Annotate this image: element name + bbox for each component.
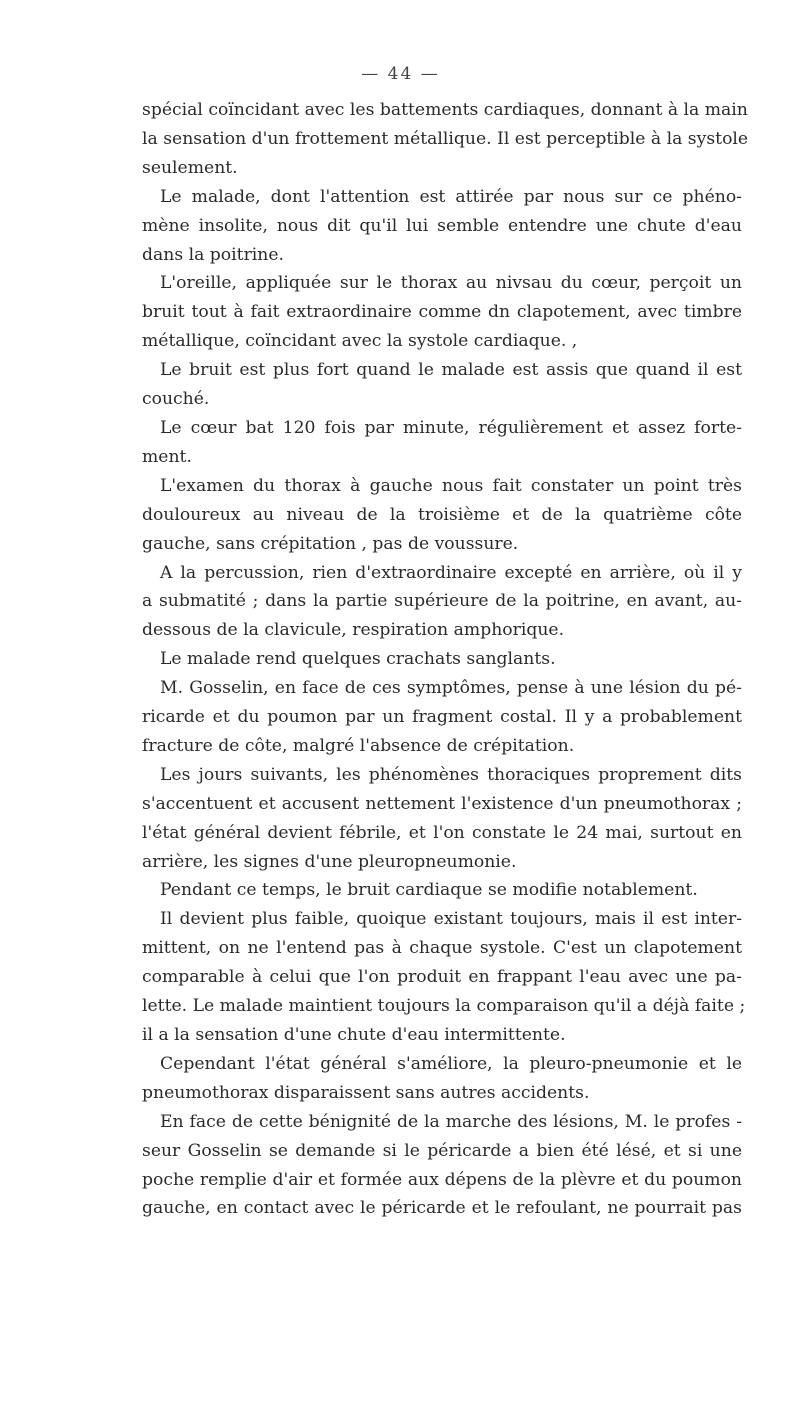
- page-number: — 44 —: [361, 64, 440, 84]
- text-line: seulement.: [142, 157, 238, 178]
- text-line: couché.: [142, 389, 210, 410]
- text-line: mittent, on ne l'entend pas à chaque systole. C'est un clapotement: [142, 938, 742, 959]
- text-line: a submatité ; dans la partie supérieure de la poitrine, en avant, au-: [142, 591, 742, 612]
- text-line: Le malade rend quelques crachats sanglants.: [160, 649, 556, 670]
- text-line: En face de cette bénignité de la marche des lésions, M. le profes -: [160, 1111, 742, 1132]
- text-line: comparable à celui que l'on produit en frappant l'eau avec une pa-: [142, 967, 742, 988]
- text-line: douloureux au niveau de la troisième et de la quatrième côte: [142, 504, 742, 525]
- text-line: L'examen du thorax à gauche nous fait constater un point très: [160, 475, 742, 496]
- text-line: bruit tout à fait extraordinaire comme dn clapotement, avec timbre: [142, 302, 742, 323]
- text-line: gauche, en contact avec le péricarde et le refoulant, ne pourrait pas: [142, 1198, 742, 1219]
- text-line: métallique, coïncidant avec la systole cardiaque. ,: [142, 331, 578, 352]
- text-line: poche remplie d'air et formée aux dépens de la plèvre et du poumon: [142, 1169, 742, 1190]
- body-text: [142, 96, 749, 1223]
- text-line: L'oreille, appliquée sur le thorax au nivsau du cœur, perçoit un: [160, 273, 742, 294]
- text-line: lette. Le malade maintient toujours la comparaison qu'il a déjà faite ;: [142, 996, 746, 1017]
- text-line: ment.: [142, 446, 192, 467]
- text-line: pneumothorax disparaissent sans autres accidents.: [142, 1082, 590, 1103]
- text-line: Le cœur bat 120 fois par minute, régulièrement et assez forte-: [160, 417, 742, 438]
- text-line: mène insolite, nous dit qu'il lui semble entendre une chute d'eau: [142, 215, 742, 236]
- text-line: seur Gosselin se demande si le péricarde a bien été lésé, et si une: [142, 1140, 742, 1161]
- text-line: spécial coïncidant avec les battements cardiaques, donnant à la main: [142, 100, 748, 120]
- text-line: Le bruit est plus fort quand le malade est assis que quand il est: [160, 360, 742, 381]
- text-line: A la percussion, rien d'extraordinaire excepté en arrière, où il y: [160, 562, 742, 583]
- text-line: arrière, les signes d'une pleuropneumonie.: [142, 851, 517, 872]
- text-line: ricarde et du poumon par un fragment costal. Il y a probablement: [142, 707, 742, 728]
- text-line: Le malade, dont l'attention est attirée par nous sur ce phéno-: [160, 186, 742, 207]
- text-line: Cependant l'état général s'améliore, la pleuro-pneumonie et le: [160, 1053, 742, 1074]
- text-line: dessous de la clavicule, respiration amphorique.: [142, 620, 565, 641]
- text-line: M. Gosselin, en face de ces symptômes, pense à une lésion du pé-: [160, 678, 742, 699]
- text-line: Pendant ce temps, le bruit cardiaque se modifie notablement.: [160, 880, 698, 901]
- text-line: il a la sensation d'une chute d'eau intermittente.: [142, 1025, 566, 1045]
- text-line: Il devient plus faible, quoique existant toujours, mais il est inter-: [160, 909, 742, 930]
- text-line: Les jours suivants, les phénomènes thoraciques proprement dits: [160, 764, 742, 785]
- text-line: l'état général devient fébrile, et l'on constate le 24 mai, surtout en: [142, 822, 742, 843]
- text-line: fracture de côte, malgré l'absence de crépitation.: [142, 735, 575, 756]
- text-line: s'accentuent et accusent nettement l'existence d'un pneumothorax ;: [142, 793, 742, 814]
- text-line: gauche, sans crépitation , pas de voussure.: [142, 533, 519, 554]
- text-line: la sensation d'un frottement métallique. Il est perceptible à la systole: [142, 128, 749, 149]
- text-line: dans la poitrine.: [142, 244, 284, 265]
